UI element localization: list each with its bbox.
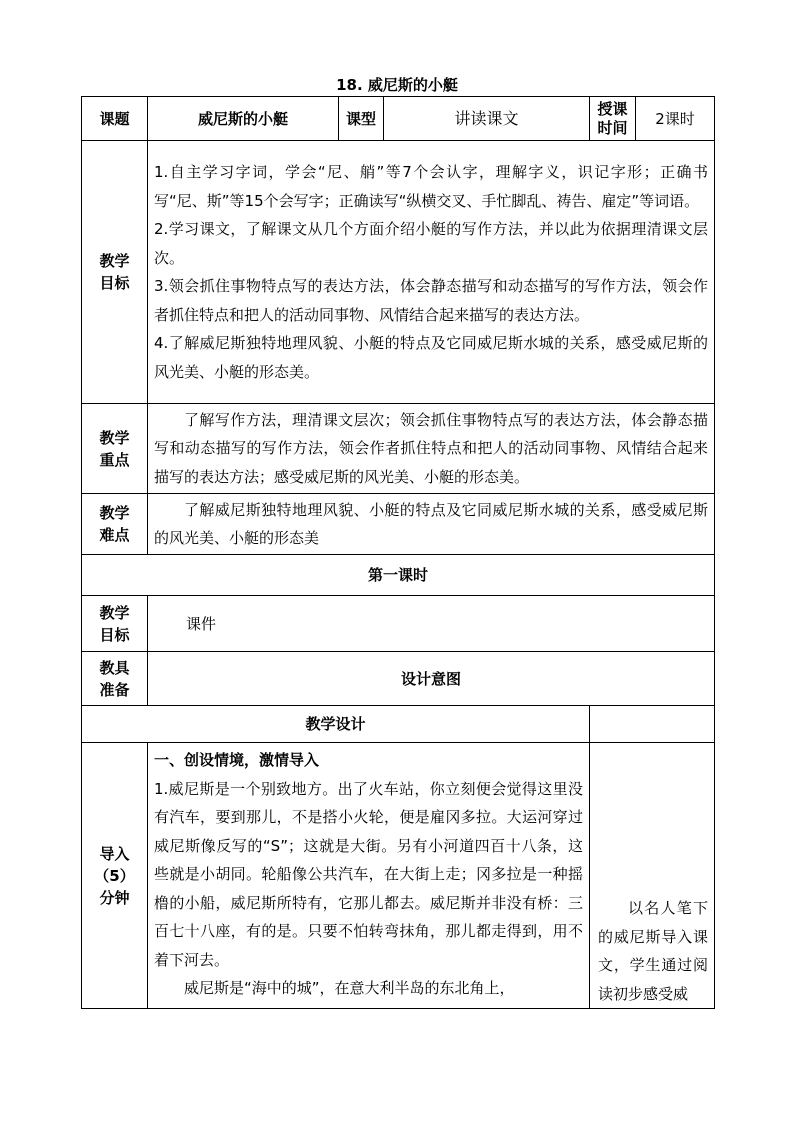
topic-label: 课题 <box>82 97 148 141</box>
page-title: 18. 威尼斯的小艇 <box>336 76 458 94</box>
objective-item: 4.了解威尼斯独特地理风貌、小艇的特点及它同威尼斯水城的关系，感受威尼斯的风光美、小艇的形态美。 <box>154 334 708 381</box>
intro-note <box>590 743 715 1009</box>
key-points-label: 教学重点 <box>82 404 148 494</box>
intro-paragraph: 1.威尼斯是一个别致地方。出了火车站，你立刻便会觉得这里没有汽车，要到那儿，不是搭小火轮，便是雇冈多拉。大运河穿过威尼斯像反写的“S”；这就是大街。另有小河道四百十八条，这些就是小胡同。轮船像公共汽车，在大街上走；冈多拉是一种摇橹的小船，威尼斯所特有，它那儿都去。威尼斯并非没有桥：三百七十八座，有的是。只要不怕转弯抹角，那儿都走得到，用不着下河去。 <box>154 779 583 969</box>
difficulties-text: 了解威尼斯独特地理风貌、小艇的特点及它同威尼斯水城的关系，感受威尼斯的风光美、小艇的形态美 <box>154 500 708 547</box>
lesson-heading: 第一课时 <box>82 555 715 596</box>
design-intent-blank <box>590 706 715 743</box>
objective-item: 1.自主学习字词，学会“尼、艄”等7个会认字，理解字义，识记字形；正确书写“尼、斯”等15个会写字；正确读写“纵横交叉、手忙脚乱、祷告、雇定”等词语。 <box>154 163 708 210</box>
objectives-content <box>148 141 715 404</box>
equipment-value: 设计意图 <box>148 652 715 706</box>
intro-heading: 一、创设情境，激情导入 <box>154 751 320 769</box>
objective-item: 2.学习课文，了解课文从几个方面介绍小艇的写作方法，并以此为依据理清课文层次。 <box>154 220 708 267</box>
type-value: 讲读课文 <box>384 97 590 141</box>
objectives-label: 教学目标 <box>82 141 148 404</box>
objectives-row <box>82 141 715 404</box>
key-points-row <box>82 404 715 494</box>
intro-paragraph: 威尼斯是“海中的城”，在意大利半岛的东北角上， <box>184 979 515 997</box>
intro-note-text: 以名人笔下的威尼斯导入课文，学生通过阅读初步感受威 <box>598 899 708 1003</box>
time-value: 2课时 <box>636 97 715 141</box>
equipment-row <box>82 652 715 706</box>
difficulties-row <box>82 494 715 555</box>
topic-value: 威尼斯的小艇 <box>148 97 339 141</box>
lesson-plan-table <box>81 96 715 1009</box>
intro-content <box>148 743 590 1009</box>
equipment-label: 教具准备 <box>82 652 148 706</box>
intro-label: 导入（5）分钟 <box>82 743 148 1009</box>
design-heading: 教学设计 <box>82 706 590 743</box>
type-label: 课型 <box>339 97 384 141</box>
intro-row <box>82 743 715 1009</box>
difficulties-content <box>148 494 715 555</box>
lesson-heading-row <box>82 555 715 596</box>
key-points-text: 了解写作方法，理清课文层次；领会抓住事物特点写的表达方法，体会静态描写和动态描写的写作方法，领会作者抓住特点和把人的活动同事物、风情结合起来描写的表达方法；感受威尼斯的风光美、小艇的形态美。 <box>154 410 708 486</box>
difficulties-label: 教学难点 <box>82 494 148 555</box>
objectives2-row <box>82 596 715 652</box>
key-points-content <box>148 404 715 494</box>
design-heading-row <box>82 706 715 743</box>
objectives2-value: 课件 <box>148 596 715 652</box>
header-row <box>82 97 715 141</box>
time-label: 授课时间 <box>590 97 636 141</box>
objective-item: 3.领会抓住事物特点写的表达方法，体会静态描写和动态描写的写作方法，领会作者抓住特点和把人的活动同事物、风情结合起来描写的表达方法。 <box>154 277 708 324</box>
objectives2-label: 教学目标 <box>82 596 148 652</box>
